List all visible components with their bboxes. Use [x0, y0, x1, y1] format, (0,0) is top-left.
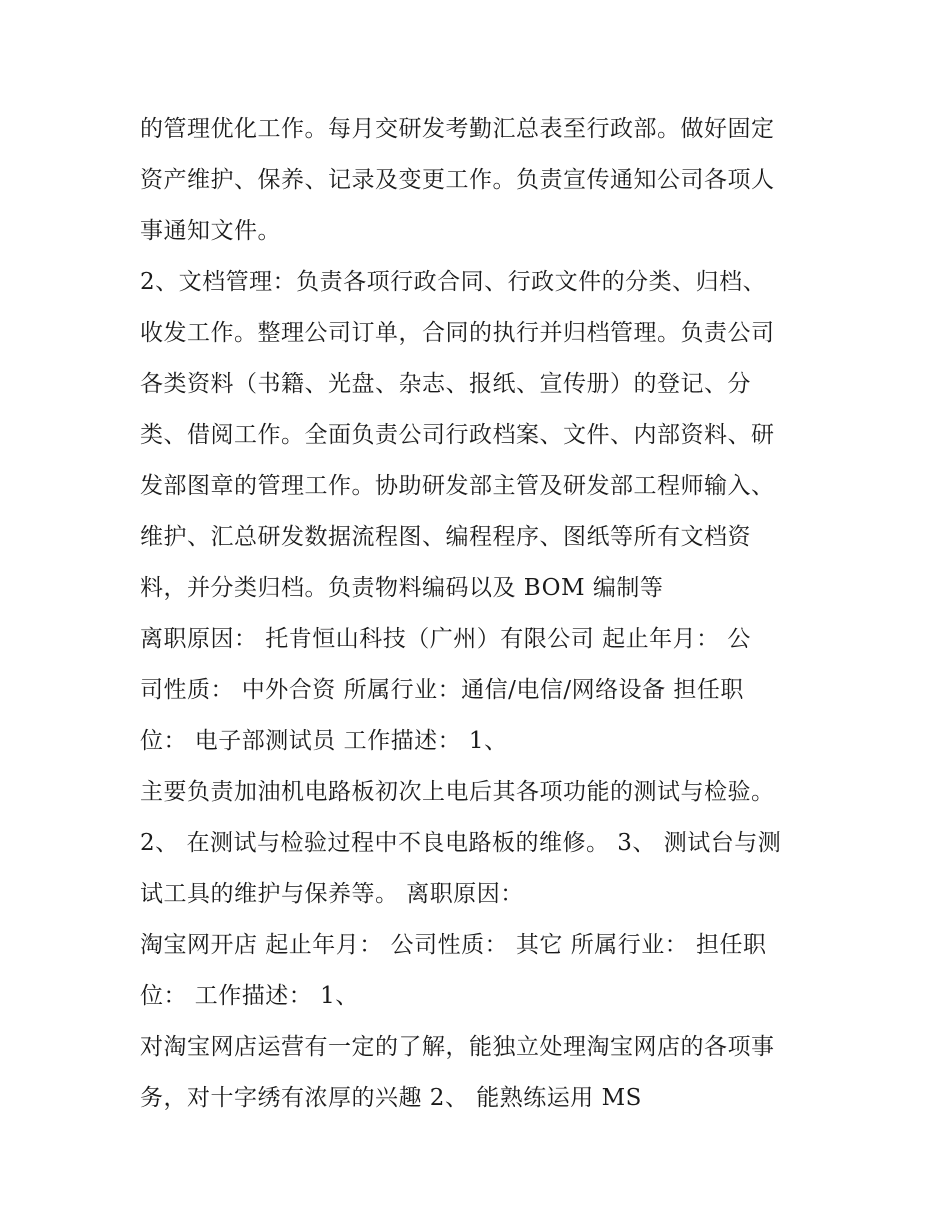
text-line-10: 料，并分类归档。负责物料编码以及 BOM 编制等 — [140, 575, 664, 601]
text-line-2: 资产维护、保养、记录及变更工作。负责宣传通知公司各项人 — [140, 167, 775, 193]
text-line-7: 类、借阅工作。全面负责公司行政档案、文件、内部资料、研 — [140, 422, 775, 448]
text-line-13: 位： 电子部测试员 工作描述： 1、 — [140, 728, 508, 754]
text-line-18: 位： 工作描述： 1、 — [140, 983, 359, 1009]
text-line-5: 收发工作。整理公司订单，合同的执行并归档管理。负责公司 — [140, 320, 775, 346]
text-line-11: 离职原因： 托肯恒山科技（广州）有限公司 起止年月： 公 — [140, 626, 751, 652]
text-line-9: 维护、汇总研发数据流程图、编程程序、图纸等所有文档资 — [140, 524, 751, 550]
text-line-14: 主要负责加油机电路板初次上电后其各项功能的测试与检验。 — [140, 779, 775, 805]
text-line-1: 的管理优化工作。每月交研发考勤汇总表至行政部。做好固定 — [140, 116, 775, 142]
text-line-8: 发部图章的管理工作。协助研发部主管及研发部工程师输入、 — [140, 473, 775, 499]
text-line-6: 各类资料（书籍、光盘、杂志、报纸、宣传册）的登记、分 — [140, 371, 751, 397]
text-line-20: 务，对十字绣有浓厚的兴趣 2、 能熟练运用 MS — [140, 1085, 642, 1111]
text-line-16: 试工具的维护与保养等。 离职原因： — [140, 881, 524, 907]
text-line-19: 对淘宝网店运营有一定的了解，能独立处理淘宝网店的各项事 — [140, 1034, 775, 1060]
text-line-3: 事通知文件。 — [140, 218, 281, 244]
text-line-17: 淘宝网开店 起止年月： 公司性质： 其它 所属行业： 担任职 — [140, 932, 767, 958]
text-line-15: 2、 在测试与检验过程中不良电路板的维修。 3、 测试台与测 — [140, 830, 782, 856]
text-line-12: 司性质： 中外合资 所属行业：通信/电信/网络设备 担任职 — [140, 677, 744, 703]
document-body — [140, 104, 820, 1124]
text-line-4: 2、文档管理：负责各项行政合同、行政文件的分类、归档、 — [140, 269, 767, 295]
